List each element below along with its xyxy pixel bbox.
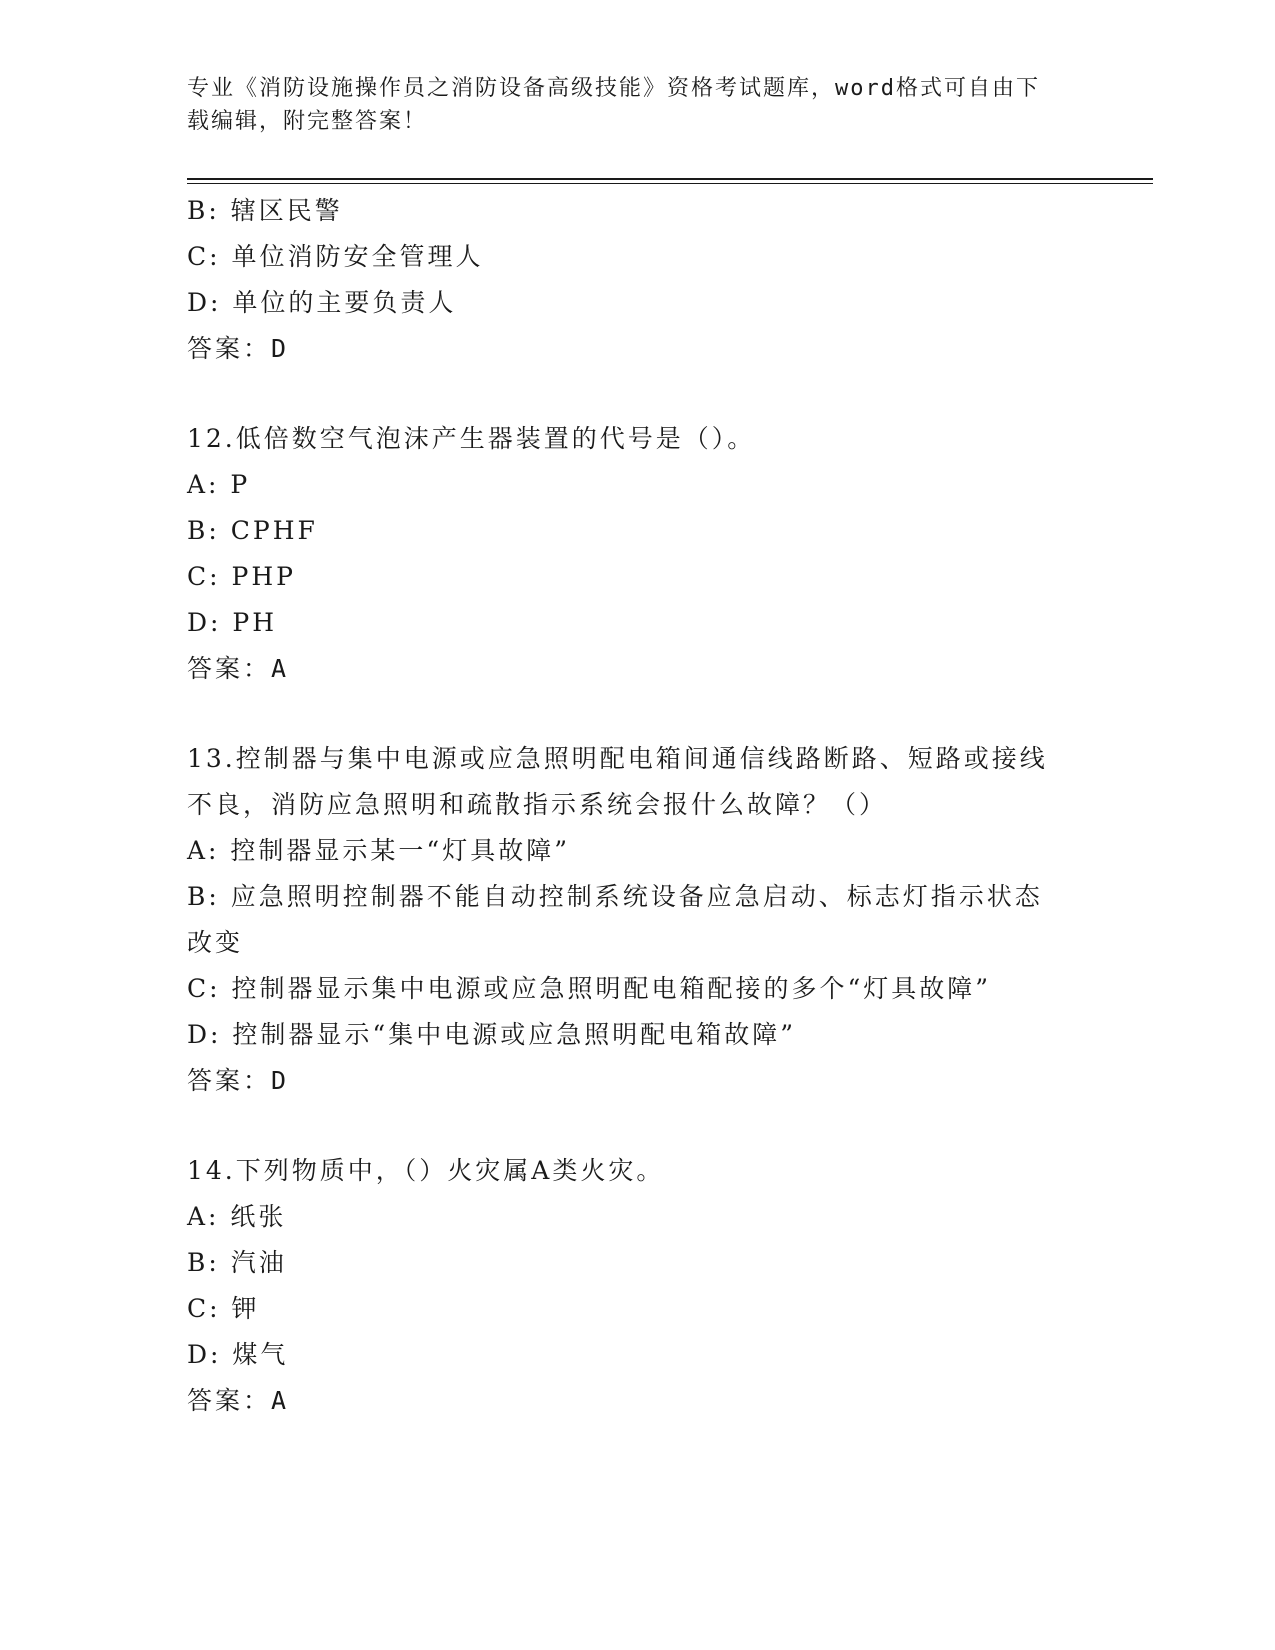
option-a: A: P (187, 470, 251, 499)
question-13 (187, 736, 1087, 1104)
question-content (187, 188, 1087, 1424)
question-stem: 12.低倍数空气泡沫产生器装置的代号是（）。 (187, 424, 756, 453)
answer-line: 答案：D (187, 1066, 290, 1095)
option-d: D: PH (187, 608, 278, 637)
option-b: B: 汽油 (187, 1248, 287, 1277)
option-c: C: 控制器显示集中电源或应急照明配电箱配接的多个“灯具故障” (187, 974, 992, 1003)
header-line-2: 载编辑，附完整答案！ (187, 109, 428, 134)
question-14 (187, 1148, 1087, 1424)
option-a: A: 纸张 (187, 1202, 287, 1231)
option-b-line-1: B: 应急照明控制器不能自动控制系统设备应急启动、标志灯指示状态 (187, 882, 1043, 911)
question-stem-line-1: 13.控制器与集中电源或应急照明配电箱间通信线路断路、短路或接线 (187, 744, 1048, 773)
header-line-1: 专业《消防设施操作员之消防设备高级技能》资格考试题库，word格式可自由下 (187, 76, 1040, 101)
document-header (187, 72, 1067, 138)
question-spacer (187, 692, 1087, 736)
question-11 (187, 188, 1087, 372)
option-b-line-2: 改变 (187, 928, 244, 957)
option-a: A: 控制器显示某一“灯具故障” (187, 836, 570, 865)
answer-line: 答案：A (187, 654, 290, 683)
question-stem: 14.下列物质中，（）火灾属A类火灾。 (187, 1156, 665, 1185)
option-b: B: 辖区民警 (187, 196, 343, 225)
option-d: D: 单位的主要负责人 (187, 288, 457, 317)
header-rule-thin (187, 183, 1153, 184)
option-d: D: 控制器显示“集中电源或应急照明配电箱故障” (187, 1020, 796, 1049)
question-12 (187, 416, 1087, 692)
answer-line: 答案：A (187, 1386, 290, 1415)
question-stem-line-2: 不良，消防应急照明和疏散指示系统会报什么故障？（） (187, 790, 888, 819)
answer-line: 答案：D (187, 334, 290, 363)
option-d: D: 煤气 (187, 1340, 289, 1369)
option-c: C: 单位消防安全管理人 (187, 242, 484, 271)
option-b: B: CPHF (187, 516, 318, 545)
question-spacer (187, 1104, 1087, 1148)
option-c: C: 钾 (187, 1294, 260, 1323)
option-c: C: PHP (187, 562, 296, 591)
header-rule-thick (187, 178, 1153, 180)
question-spacer (187, 372, 1087, 416)
